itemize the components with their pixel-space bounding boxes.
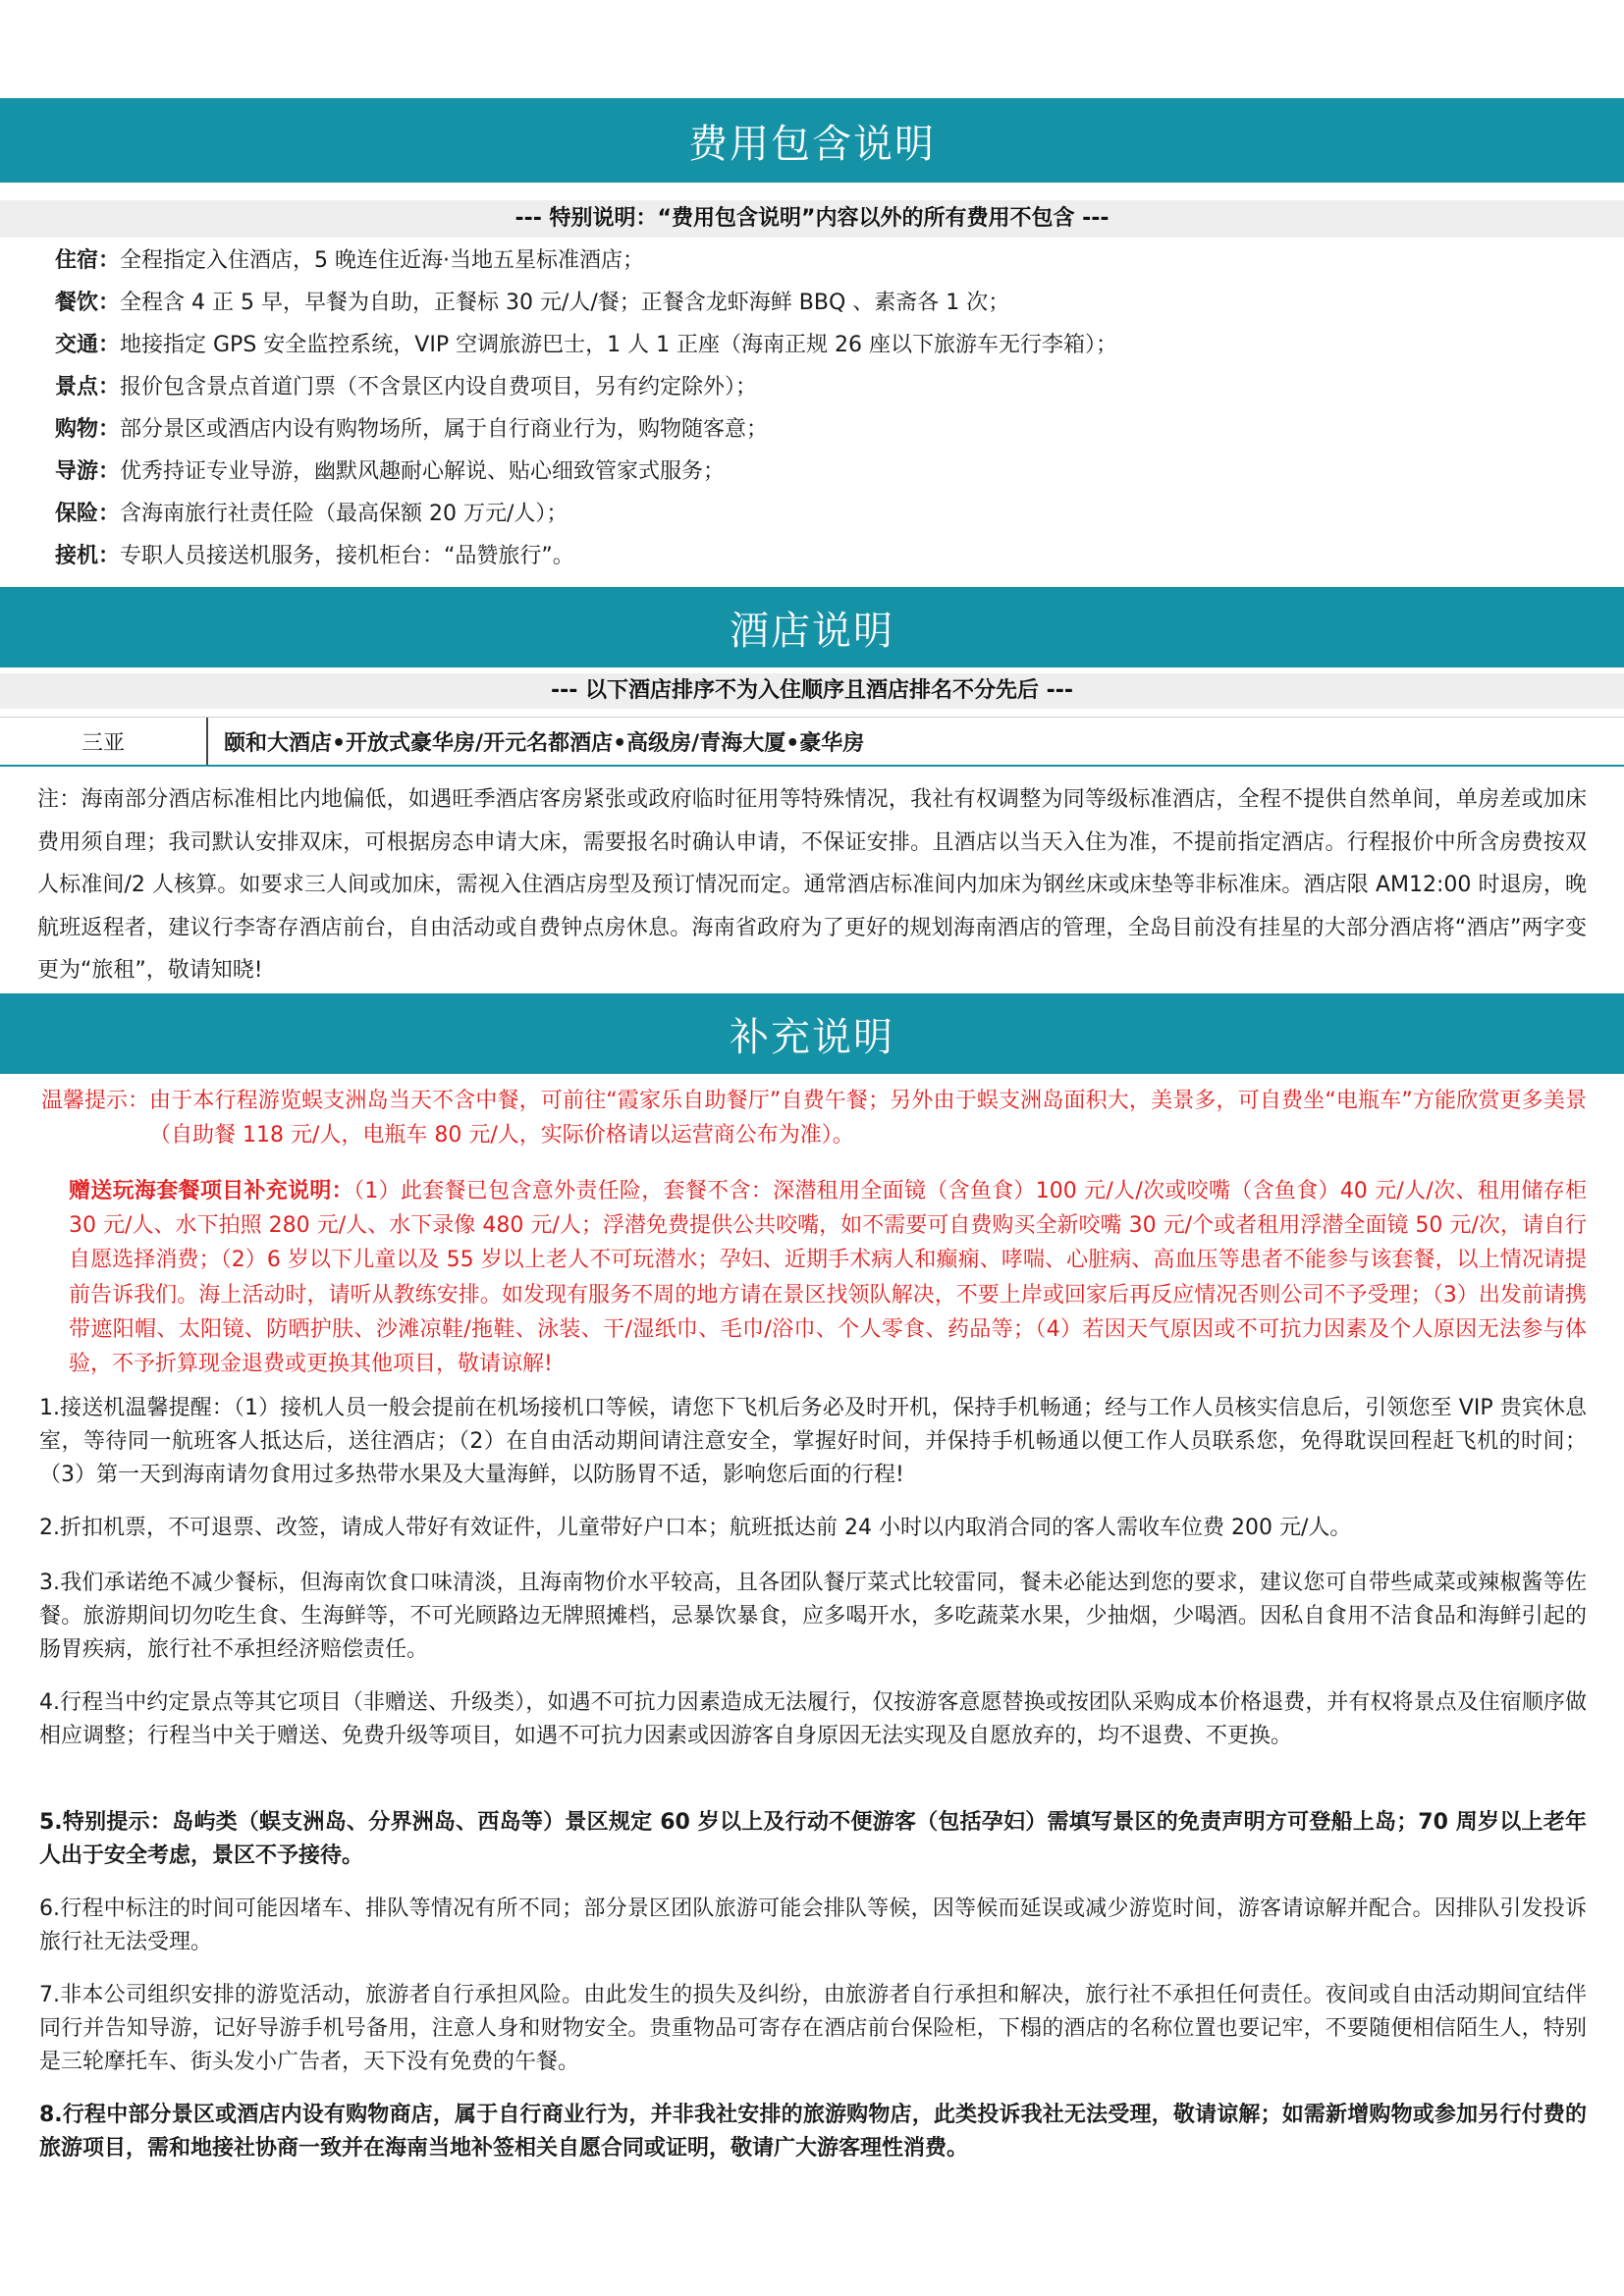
item-number: 8. bbox=[39, 2103, 63, 2127]
item-text: 非本公司组织安排的游览活动，旅游者自行承担风险。由此发生的损失及纠纷，由旅游者自行承担和解决，旅行社不承担任何责任。夜间或自由活动期间宜结伴同行并告知导游，记好导游手机号备用，注意人身和财物安全。贵重物品可寄存在酒店前台保险柜，下榻的酒店的名称位置也要记牢，不要随便相信陌生人，特别是三轮摩托车、街头发小广告者，天下没有免费的午餐。 bbox=[39, 1983, 1587, 2074]
fee-item-text: 优秀持证专业导游，幽默风趣耐心解说、贴心细致管家式服务； bbox=[120, 459, 726, 484]
fee-item-label: 导游： bbox=[55, 459, 121, 484]
fee-item-label: 购物： bbox=[55, 417, 121, 442]
warm-tip-label: 温馨提示： bbox=[41, 1089, 150, 1113]
item-text: 接送机温馨提醒：（1）接机人员一般会提前在机场接机口等候，请您下飞机后务必及时开机，保持手机畅通；经与工作人员核实信息后，引领您至 VIP 贵宾休息室，等待同一航班客人抵达后，送往酒店；（2）在自由活动期间请注意安全，掌握好时间，并保持手机畅通以便工作人员联系您，免得耽误回程赶飞机的时间；（3）第一天到海南请勿食用过多热带水果及大量海鲜，以防肠胃不适，影响您后面的行程! bbox=[39, 1396, 1587, 1487]
fee-item-guide bbox=[55, 458, 1606, 486]
item-text: 我们承诺绝不减少餐标，但海南饮食口味清淡，且海南物价水平较高，且各团队餐厅菜式比较雷同，餐未必能达到您的要求，建议您可自带些咸菜或辣椒酱等佐餐。旅游期间切勿吃生食、生海鲜等，不可光顾路边无牌照摊档，忌暴饮暴食，应多喝开水，多吃蔬菜水果，少抽烟，少喝酒。因私自食用不洁食品和海鲜引起的肠胃疾病，旅行社不承担经济赔偿责任。 bbox=[39, 1571, 1587, 1662]
supplement-section-title: 补充说明 bbox=[0, 993, 1624, 1074]
fee-item-text: 部分景区或酒店内设有购物场所，属于自行商业行为，购物随客意； bbox=[120, 417, 769, 442]
warm-tip-text: 由于本行程游览蜈支洲岛当天不含中餐，可前往“霞家乐自助餐厅”自费午餐；另外由于蜈支洲岛面积大，美景多，可自费坐“电瓶车”方能欣赏更多美景（自助餐 118 元/人，电瓶车 80 元/人，实际价格请以运营商公布为准）。 bbox=[149, 1089, 1587, 1148]
gift-package-text: （1）此套餐已包含意外责任险，套餐不含：深潜租用全面镜（含鱼食）100 元/人/次或咬嘴（含鱼食）40 元/人/次、租用储存柜 30 元/人、水下拍照 280 元/人、水下录像 480 元/人；浮潜免费提供公共咬嘴，如不需要可自费购买全新咬嘴 30 元/个或者租用浮潜全面镜 50 元/次，请自行自愿选择消费；（2）6 岁以下儿童以及 55 岁以上老人不可玩潜水；孕妇、近期手术病人和癫痫、哮喘、心脏病、高血压等患者不能参与该套餐，以上情况请提前告诉我们。海上活动时，请听从教练安排。如发现有服务不周的地方请在景区找领队解决，不要上岸或回家后再反应情况否则公司不予受理；（3）出发前请携带遮阳帽、太阳镜、防晒护肤、沙滩凉鞋/拖鞋、泳装、干/湿纸巾、毛巾/浴巾、个人零食、药品等；（4）若因天气原因或不可抗力因素及个人原因无法参与体验，不予折算现金退费或更换其他项目，敬请谅解! bbox=[69, 1179, 1587, 1377]
hotel-city: 三亚 bbox=[0, 718, 208, 765]
supplement-item-8 bbox=[39, 2099, 1587, 2165]
supplement-item-5 bbox=[39, 1806, 1587, 1873]
fee-item-shopping bbox=[55, 416, 1606, 444]
item-number: 5. bbox=[39, 1810, 63, 1835]
hotel-names: 颐和大酒店•开放式豪华房/开元名都酒店•高级房/青海大厦•豪华房 bbox=[224, 730, 865, 756]
item-text: 特别提示：岛屿类（蜈支洲岛、分界洲岛、西岛等）景区规定 60 岁以上及行动不便游客（包括孕妇）需填写景区的免责声明方可登船上岛；70 周岁以上老年人出于安全考虑，景区不予接待。 bbox=[39, 1810, 1587, 1868]
fee-item-text: 地接指定 GPS 安全监控系统，VIP 空调旅游巴士，1 人 1 正座（海南正规 26 座以下旅游车无行李箱）； bbox=[120, 333, 1118, 357]
fee-item-label: 接机： bbox=[55, 544, 121, 568]
fee-item-label: 景点： bbox=[55, 375, 121, 400]
item-number: 1. bbox=[39, 1396, 60, 1420]
fee-item-attractions bbox=[55, 374, 1606, 401]
item-text: 行程中部分景区或酒店内设有购物商店，属于自行商业行为，并非我社安排的旅游购物店，此类投诉我社无法受理，敬请谅解；如需新增购物或参加另行付费的旅游项目，需和地接社协商一致并在海南当地补签相关自愿合同或证明，敬请广大游客理性消费。 bbox=[39, 2103, 1587, 2161]
item-number: 2. bbox=[39, 1516, 60, 1540]
fee-item-text: 全程含 4 正 5 早，早餐为自助，正餐标 30 元/人/餐；正餐含龙虾海鲜 BBQ 、素斋各 1 次； bbox=[120, 291, 1010, 315]
fee-item-label: 交通： bbox=[55, 333, 121, 357]
supplement-item-4 bbox=[39, 1686, 1587, 1753]
fee-item-pickup bbox=[55, 543, 1606, 570]
gift-package-label: 赠送玩海套餐项目补充说明： bbox=[69, 1179, 353, 1203]
fee-item-text: 全程指定入住酒店，5 晚连住近海·当地五星标准酒店； bbox=[120, 248, 645, 273]
fee-item-text: 专职人员接送机服务，接机柜台：“品赞旅行”。 bbox=[120, 544, 574, 568]
item-number: 7. bbox=[39, 1983, 60, 2007]
fee-item-label: 住宿： bbox=[55, 248, 121, 273]
hotel-table-row bbox=[0, 717, 1624, 767]
fee-item-transport bbox=[55, 332, 1606, 359]
warm-tip bbox=[41, 1084, 1587, 1152]
item-number: 6. bbox=[39, 1896, 60, 1921]
item-text: 折扣机票，不可退票、改签，请成人带好有效证件，儿童带好户口本；航班抵达前 24 小时以内取消合同的客人需收车位费 200 元/人。 bbox=[60, 1516, 1352, 1540]
item-text: 行程当中约定景点等其它项目（非赠送、升级类），如遇不可抗力因素造成无法履行，仅按游客意愿替换或按团队采购成本价格退费，并有权将景点及住宿顺序做相应调整；行程当中关于赠送、免费升级等项目，如遇不可抗力因素或因游客自身原因无法实现及自愿放弃的，均不退费、不更换。 bbox=[39, 1690, 1587, 1748]
fees-special-note: --- 特别说明：“费用包含说明”内容以外的所有费用不包含 --- bbox=[0, 200, 1624, 238]
supplement-item-6 bbox=[39, 1893, 1587, 1959]
hotel-section-title: 酒店说明 bbox=[0, 587, 1624, 667]
fee-item-label: 保险： bbox=[55, 502, 121, 526]
supplement-item-7 bbox=[39, 1979, 1587, 2079]
gift-package-note bbox=[69, 1174, 1587, 1381]
fee-item-insurance bbox=[55, 501, 1606, 528]
hotel-remark: 注：海南部分酒店标准相比内地偏低，如遇旺季酒店客房紧张或政府临时征用等特殊情况，我社有权调整为同等级标准酒店，全程不提供自然单间，单房差或加床费用须自理；我司默认安排双床，可根据房态申请大床，需要报名时确认申请，不保证安排。且酒店以当天入住为准，不提前指定酒店。行程报价中所含房费按双人标准间/2 人核算。如要求三人间或加床，需视入住酒店房型及预订情况而定。通常酒店标准间内加床为钢丝床或床垫等非标准床。酒店限 AM12:00 时退房，晚航班返程者，建议行李寄存酒店前台，自由活动或自费钟点房休息。海南省政府为了更好的规划海南酒店的管理，全岛目前没有挂星的大部分酒店将“酒店”两字变更为“旅租”，敬请知晓! bbox=[37, 787, 1587, 983]
fee-item-text: 报价包含景点首道门票（不含景区内设自费项目，另有约定除外）； bbox=[120, 375, 758, 400]
fee-item-label: 餐饮： bbox=[55, 291, 121, 315]
item-number: 4. bbox=[39, 1690, 60, 1715]
supplement-item-2 bbox=[39, 1512, 1587, 1545]
hotel-note-bar: --- 以下酒店排序不为入住顺序且酒店排名不分先后 --- bbox=[0, 673, 1624, 709]
supplement-item-1 bbox=[39, 1392, 1587, 1492]
supplement-item-3 bbox=[39, 1567, 1587, 1667]
fee-item-lodging bbox=[55, 247, 1606, 275]
item-number: 3. bbox=[39, 1571, 60, 1595]
fee-item-meals bbox=[55, 290, 1606, 317]
fee-item-text: 含海南旅行社责任险（最高保额 20 万元/人）； bbox=[120, 502, 568, 526]
fees-section-title: 费用包含说明 bbox=[0, 98, 1624, 183]
item-text: 行程中标注的时间可能因堵车、排队等情况有所不同；部分景区团队旅游可能会排队等候，因等候而延误或减少游览时间，游客请谅解并配合。因排队引发投诉旅行社无法受理。 bbox=[39, 1896, 1587, 1954]
